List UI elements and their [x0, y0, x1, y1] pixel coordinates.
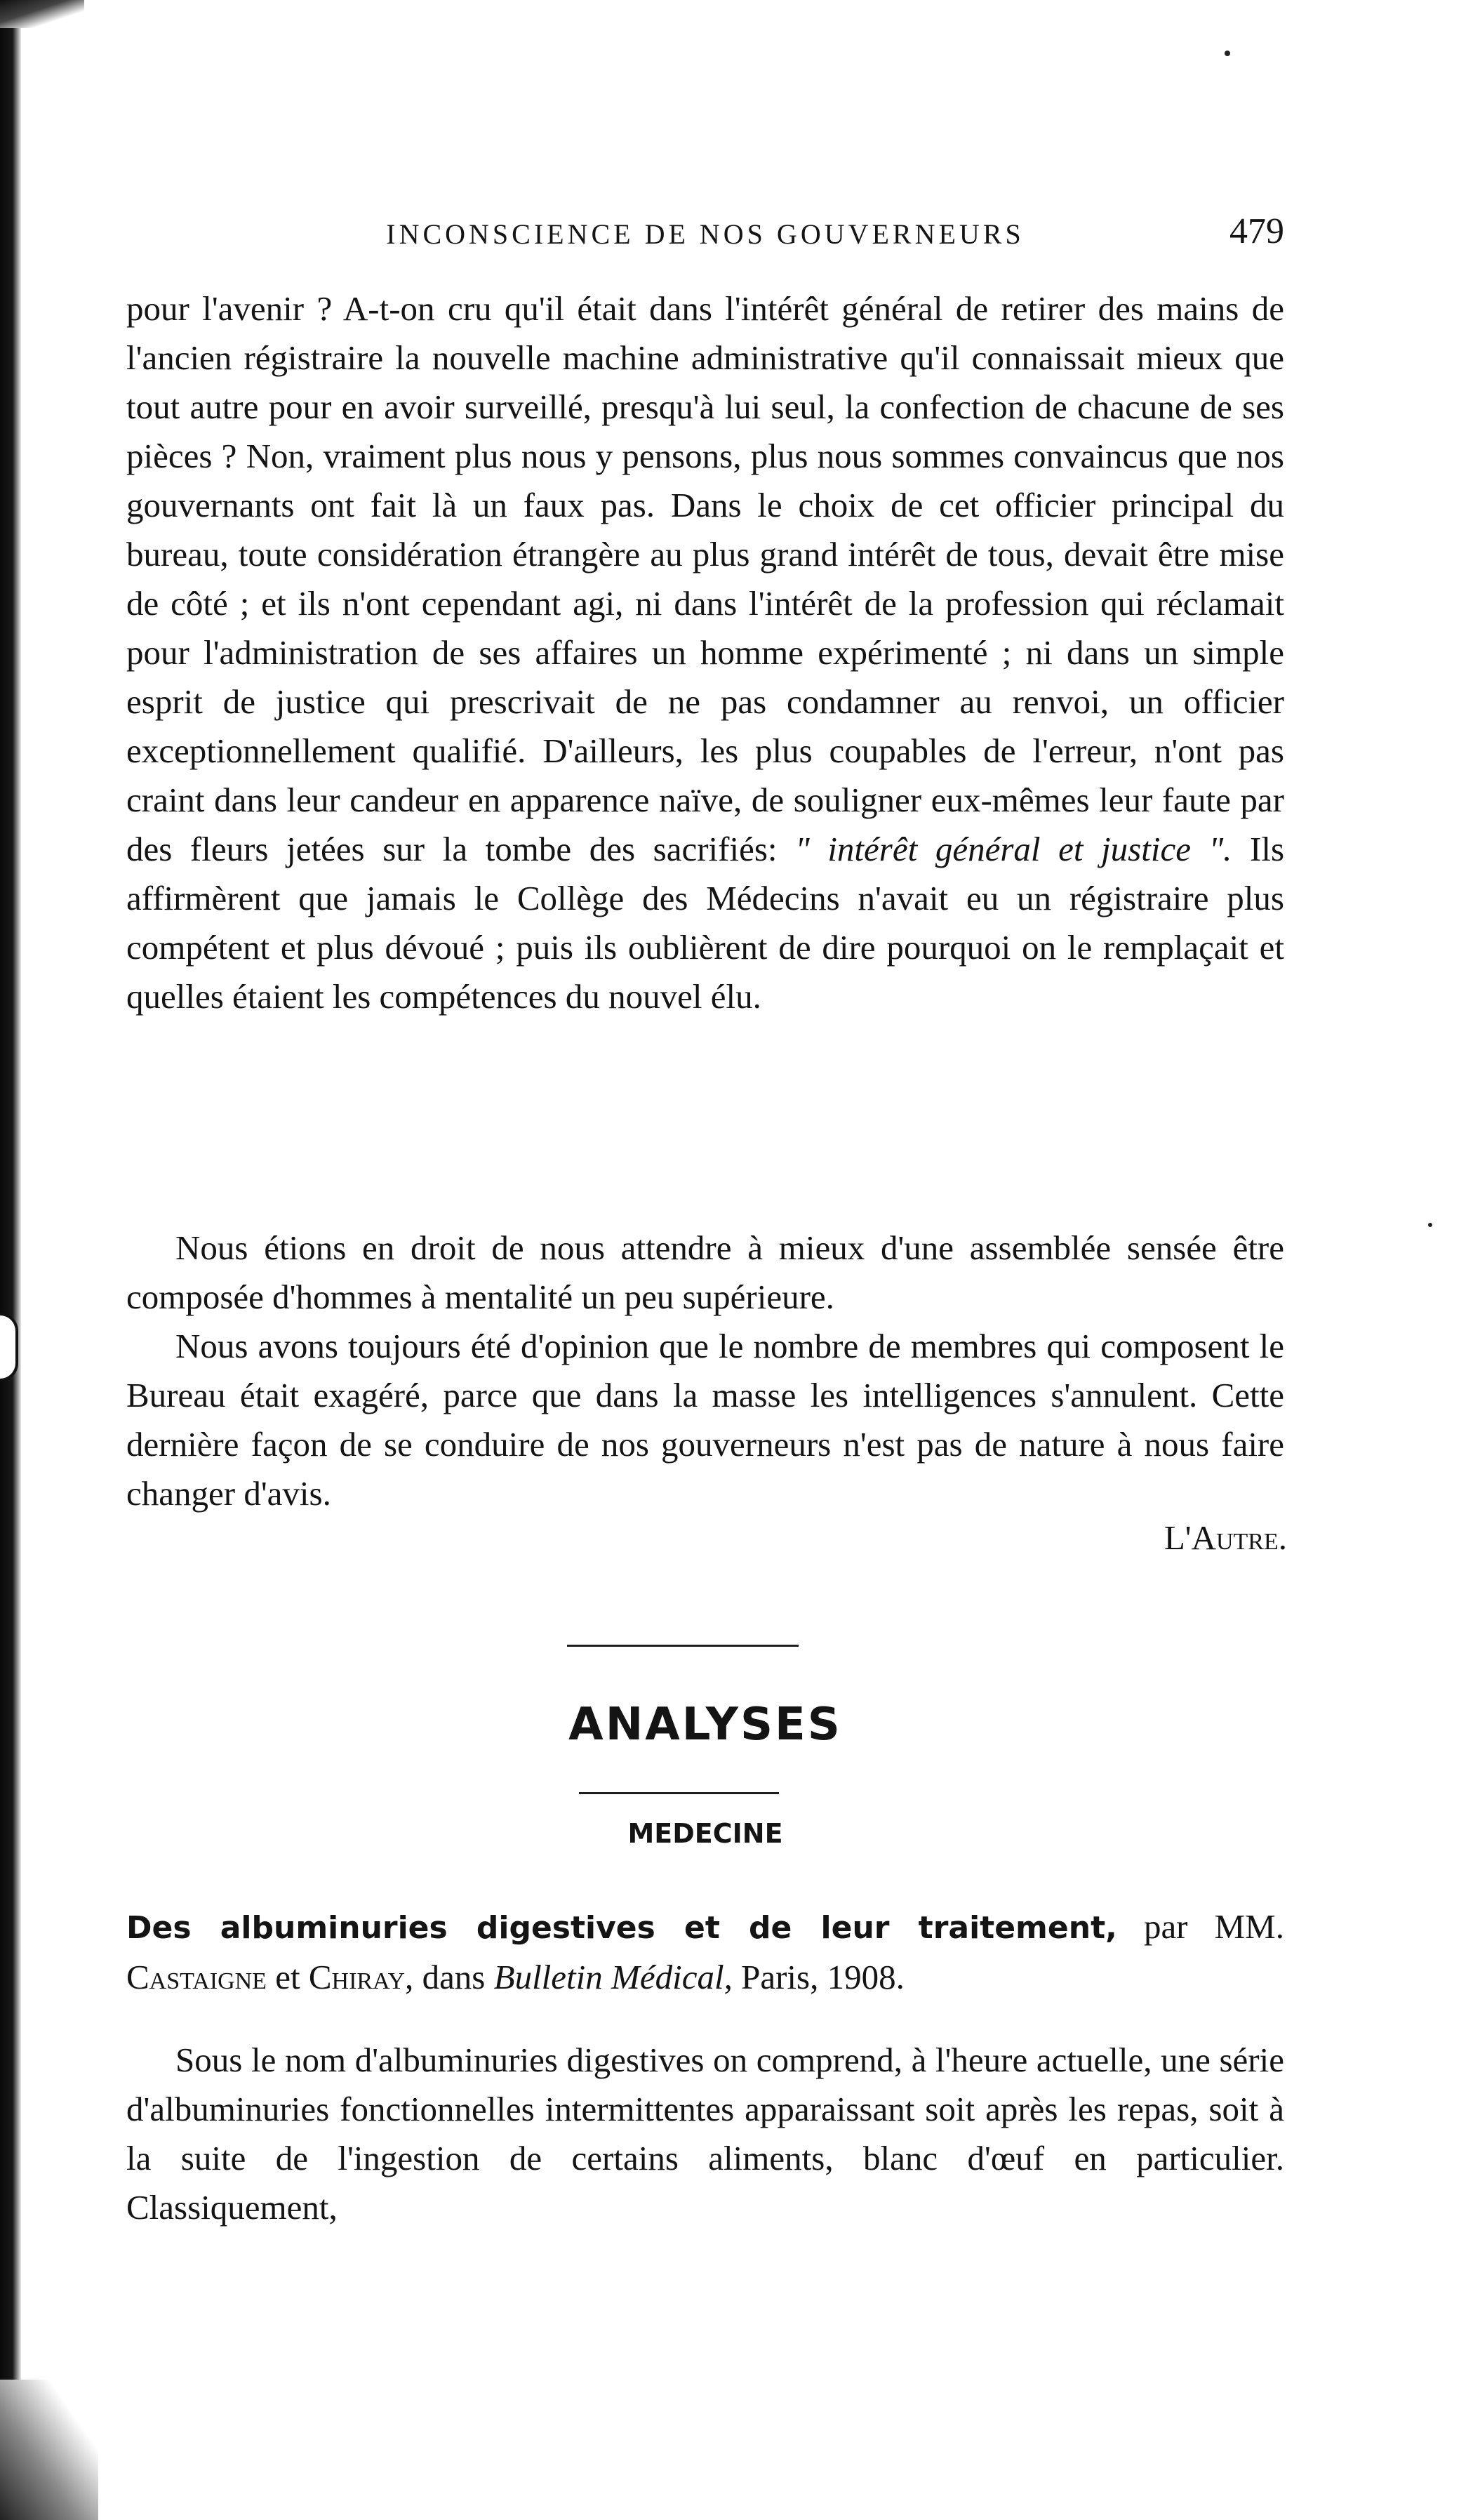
binding-notch	[0, 1313, 18, 1381]
stray-mark	[1225, 51, 1230, 56]
reference-author: Castaigne	[126, 1958, 267, 1996]
page-binding-edge	[0, 0, 21, 2520]
reference-by: par MM.	[1143, 1907, 1284, 1946]
article-paragraph	[126, 1322, 1284, 1518]
stray-mark	[1428, 1223, 1432, 1227]
author-signature: L'Autre.	[1164, 1518, 1287, 1557]
heading-underline	[579, 1792, 779, 1794]
reference-author: Chiray,	[308, 1958, 414, 1996]
paragraph-text: Sous le nom d'albuminuries digestives on comprend, à l'heure actuelle, une série d'albuminuries fonctionnelles intermittentes apparaissant soit après les repas, soit à la suite de l'ingestion de certains aliments, blanc d'œuf en particulier. Classiquement,	[126, 2041, 1284, 2227]
paragraph-text: pour l'avenir ? A-t-on cru qu'il était dans l'intérêt général de retirer des mains de l'ancien régistraire la nouvelle machine administrative qu'il connaissait mieux que tout autre pour en avoir surveillé, presqu'à lui seul, la confection de chacune de ses pièces ? Non, vraiment plus nous y pensons, plus nous sommes convaincus que nos gouvernants ont fait là un faux pas. Dans le choix de cet officier principal du bureau, toute considération étrangère au plus grand intérêt de tous, devait être mise de côté ; et ils n'ont cependant agi, ni dans l'intérêt de la profession qui réclamait pour l'administration de ses affaires un homme expérimenté ; ni dans un simple esprit de justice qui prescrivait de ne pas condamner au renvoi, un officier exceptionnellement qualifié. D'ailleurs, les plus coupables de l'erreur, n'ont pas craint dans leur candeur en apparence naïve, de souligner eux-mêmes leur faute par des fleurs jetées sur la tombe des sacrifiés:	[126, 289, 1284, 868]
abstract-paragraph	[126, 2036, 1284, 2232]
running-head	[126, 211, 1284, 260]
page-torn-corner-top	[0, 0, 84, 28]
reference-journal: Bulletin Médical,	[493, 1958, 733, 1996]
reference-conjunction: et	[275, 1958, 300, 1996]
reference-in: dans	[422, 1958, 486, 1996]
article-paragraph	[126, 284, 1284, 1021]
running-title: INCONSCIENCE DE NOS GOUVERNEURS	[386, 218, 1025, 250]
page-number: 479	[1229, 211, 1284, 251]
reference-title: Des albuminuries digestives et de leur traitement,	[126, 1910, 1117, 1946]
paragraph-text: Nous avons toujours été d'opinion que le nombre de membres qui composent le Bureau était exagéré, parce que dans la masse les intelligences s'annulent. Cette dernière façon de se conduire de nos gouverneurs n'est pas de nature à nous faire changer d'avis.	[126, 1327, 1284, 1513]
section-divider	[567, 1645, 799, 1647]
paragraph-text: Nous étions en droit de nous attendre à mieux d'une assemblée sensée être composée d'hommes à mentalité un peu supérieure.	[126, 1228, 1284, 1316]
page-torn-corner-bottom	[0, 2380, 98, 2520]
bibliographic-reference	[126, 1902, 1284, 2002]
paragraph-text: Ils affirmèrent que jamais le Collège des Médecins n'avait eu un régistraire plus compétent et plus dévoué ; puis ils oublièrent de dire pourquoi on le remplaçait et quelles étaient les compétences du nouvel élu.	[126, 830, 1285, 1016]
subsection-heading: MEDECINE	[627, 1818, 783, 1849]
reference-place-year: Paris, 1908.	[741, 1958, 905, 1996]
quoted-phrase: " intérêt général et justice ".	[795, 830, 1232, 868]
article-paragraph	[126, 1223, 1284, 1322]
section-heading: ANALYSES	[568, 1699, 842, 1751]
